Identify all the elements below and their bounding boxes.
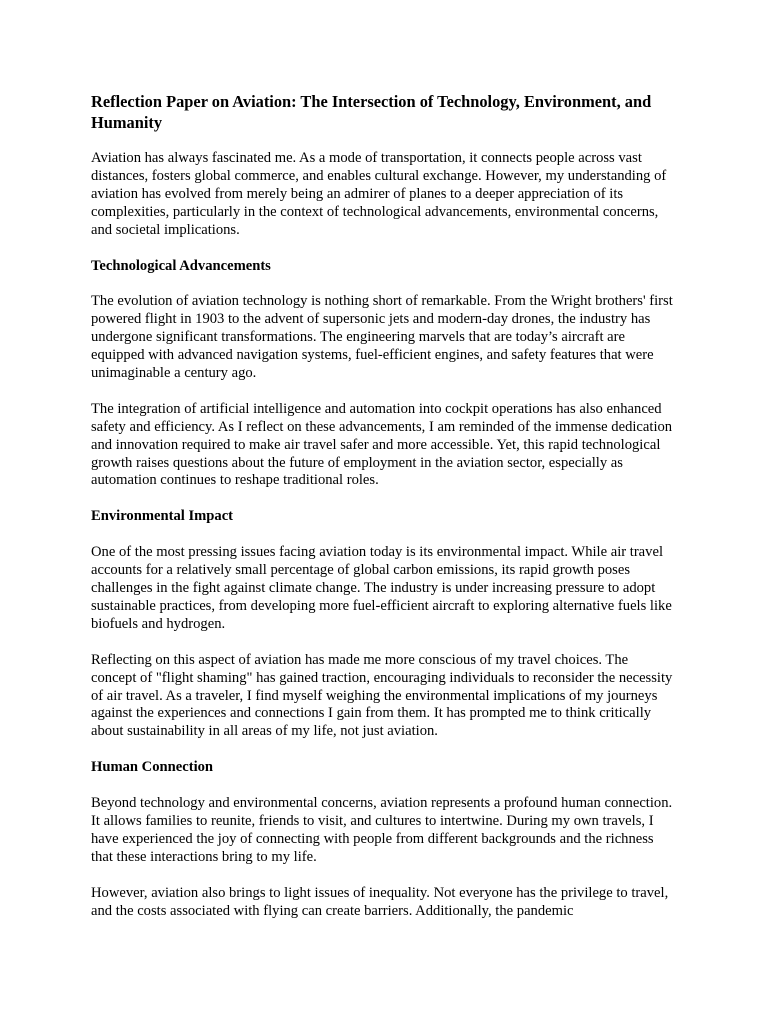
section-heading: Environmental Impact <box>91 508 234 525</box>
section-paragraph: However, aviation also brings to light issues of inequality. Not everyone has the privilege to travel, and the costs associated with flying can create barriers. Additionally, the pandemic <box>91 884 669 919</box>
section-environmental-impact <box>91 508 677 741</box>
section-paragraph: The evolution of aviation technology is nothing short of remarkable. From the Wright brothers' first powered flight in 1903 to the advent of supersonic jets and modern-day drones, the industry has undergone significant transformations. The engineering marvels that are today’s aircraft are equipped with advanced navigation systems, fuel-efficient engines, and safety features that were unimaginable a century ago. <box>91 293 673 382</box>
section-paragraph: The integration of artificial intelligence and automation into cockpit operations has also enhanced safety and efficiency. As I reflect on these advancements, I am reminded of the immense dedication and innovation required to make air travel safer and more accessible. Yet, this rapid technological growth raises questions about the future of employment in the aviation sector, especially as automation continues to reshape traditional roles. <box>91 400 673 489</box>
intro-paragraph: Aviation has always fascinated me. As a mode of transportation, it connects people across vast distances, fosters global commerce, and enables cultural exchange. However, my understanding of aviation has evolved from merely being an admirer of planes to a deeper appreciation of its complexities, particularly in the context of technological advancements, environmental concerns, and societal implications. <box>91 150 667 238</box>
section-human-connection <box>91 759 677 920</box>
section-technological-advancements <box>91 258 677 491</box>
section-paragraph: Reflecting on this aspect of aviation has made me more conscious of my travel choices. The concept of "flight shaming" has gained traction, encouraging individuals to reconsider the necessity of air travel. As a traveler, I find myself weighing the environmental implications of my journeys against the experiences and connections I gain from them. It has prompted me to think critically about sustainability in all areas of my life, not just aviation. <box>91 651 673 740</box>
section-heading: Human Connection <box>91 759 214 776</box>
document-title: Reflection Paper on Aviation: The Intersection of Technology, Environment, and Humanity <box>91 92 652 132</box>
section-heading: Technological Advancements <box>91 257 271 274</box>
section-paragraph: One of the most pressing issues facing aviation today is its environmental impact. While air travel accounts for a relatively small percentage of global carbon emissions, its rapid growth poses challenges in the fight against climate change. The industry is under increasing pressure to adopt sustainable practices, from developing more fuel-efficient aircraft to exploring alternative fuels like biofuels and hydrogen. <box>91 544 672 632</box>
section-paragraph: Beyond technology and environmental concerns, aviation represents a profound human connection. It allows families to reunite, friends to visit, and cultures to intertwine. During my own travels, I have experienced the joy of connecting with people from different backgrounds and the richness that these interactions bring to my life. <box>91 795 673 865</box>
